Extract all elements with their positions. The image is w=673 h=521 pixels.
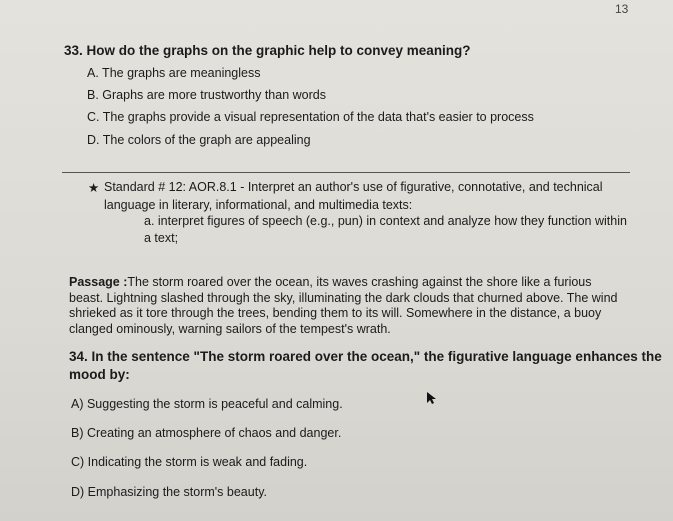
q33-option-a[interactable]: A. The graphs are meaningless <box>87 66 261 80</box>
section-divider <box>62 172 630 173</box>
standard-line-1: Standard # 12: AOR.8.1 - Interpret an author's use of figurative, connotative, and technical <box>104 180 603 194</box>
q33-option-d[interactable]: D. The colors of the graph are appealing <box>87 133 311 147</box>
standard-line-4: a text; <box>144 231 179 245</box>
q34-option-d[interactable]: D) Emphasizing the storm's beauty. <box>71 485 267 499</box>
standard-line-2: language in literary, informational, and multimedia texts: <box>104 198 413 212</box>
q34-option-c[interactable]: C) Indicating the storm is weak and fading. <box>71 455 308 469</box>
passage-text: The storm roared over the ocean, its waves crashing against the shore like a furious beast. Lightning slashed through the sky, illuminating the dark clouds that churned above. The wind shrieked as it tore through the trees, bending them to its will. Somewhere in the distance, a buoy clanged ominously, warning sailors of the tempest's wrath. <box>69 275 618 336</box>
q33-option-c[interactable]: C. The graphs provide a visual representation of the data that's easier to process <box>87 110 534 124</box>
question-34-line-2: mood by: <box>69 367 130 382</box>
q33-option-b[interactable]: B. Graphs are more trustworthy than words <box>87 88 326 102</box>
q34-option-a[interactable]: A) Suggesting the storm is peaceful and calming. <box>71 397 343 411</box>
passage <box>69 275 629 337</box>
question-33: 33. How do the graphs on the graphic help to convey meaning? <box>64 43 471 58</box>
question-34-line-1: 34. In the sentence "The storm roared over the ocean," the figurative language enhances the <box>69 349 662 364</box>
standard-star-icon: ★ <box>88 181 100 195</box>
standard-line-3: a. interpret figures of speech (e.g., pun) in context and analyze how they function within <box>144 214 627 228</box>
mouse-pointer-icon <box>426 391 438 405</box>
passage-label: Passage : <box>69 275 128 289</box>
q34-option-b[interactable]: B) Creating an atmosphere of chaos and danger. <box>71 426 342 440</box>
page-number: 13 <box>615 2 629 16</box>
